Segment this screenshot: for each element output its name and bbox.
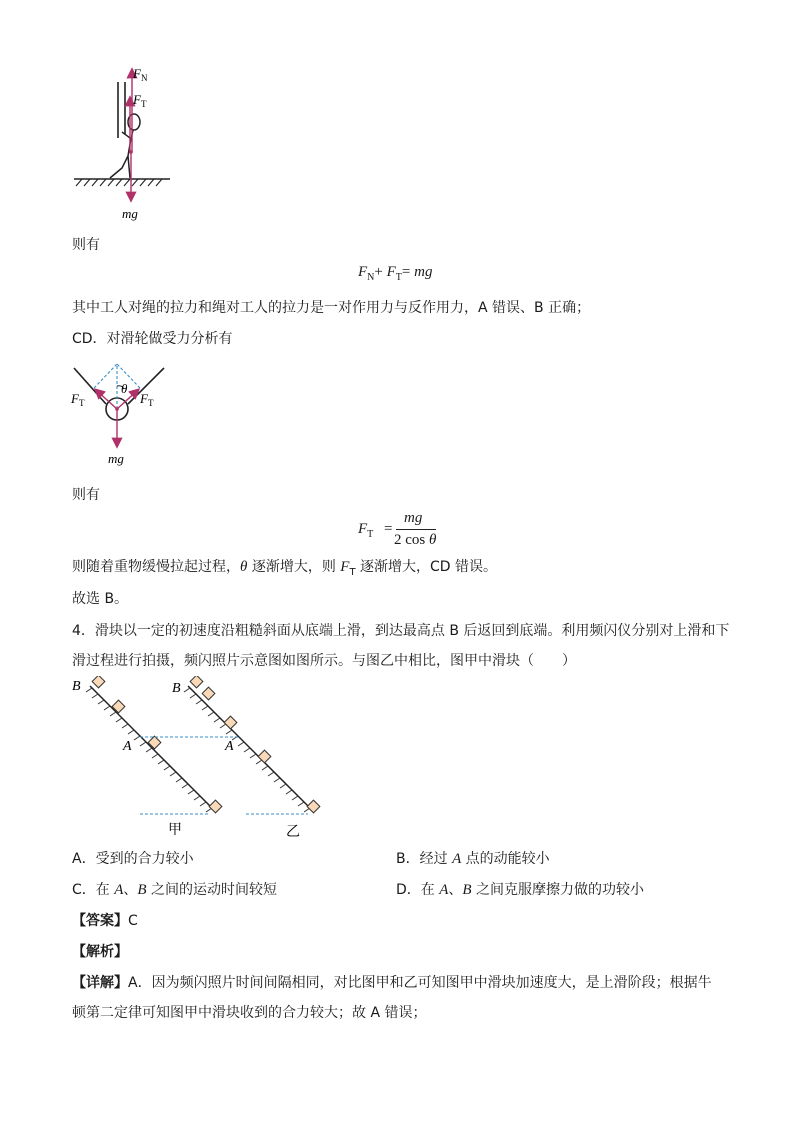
paragraph-3: 故选 B。 — [72, 591, 129, 607]
label-mg-pulley: mg — [108, 451, 124, 466]
paragraph-cd: CD．对滑轮做受力分析有 — [72, 331, 233, 347]
question-4-line1: 4．滑块以一定的初速度沿粗糙斜面从底端上滑，到达最高点 B 后返回到底端。利用频闪仪分别对上滑和下 — [72, 623, 730, 639]
label-theta: θ — [121, 381, 128, 396]
detail-line2: 顿第二定律可知图甲中滑块收到的合力较大；故 A 错误； — [72, 1005, 427, 1021]
slope-left-hatch — [86, 688, 212, 812]
label-fn: $F_N$ — [133, 66, 148, 83]
option-a: A．受到的合力较小 — [72, 851, 194, 867]
answer-line: 【答案】C — [72, 913, 138, 929]
label-a-right: A — [225, 739, 234, 754]
slope-strobe-diagram — [68, 676, 338, 842]
block — [92, 676, 105, 688]
question-4-line2: 滑过程进行拍摄，频闪照片示意图如图所示。与图乙中相比，图甲中滑块（ ） — [72, 653, 576, 669]
analysis-heading: 【解析】 — [72, 944, 128, 960]
option-d: D．在 A、B 之间克服摩擦力做的功较小 — [396, 882, 645, 898]
caption-yi: 乙 — [286, 824, 300, 840]
text-zeyou-1: 则有 — [72, 237, 100, 253]
paragraph-1: 其中工人对绳的拉力和绳对工人的拉力是一对作用力与反作用力，A 错误、B 正确； — [72, 300, 591, 316]
worker-force-diagram — [70, 60, 180, 225]
block — [224, 716, 237, 729]
ground-hatch — [76, 179, 162, 186]
blocks-right — [190, 676, 320, 813]
block — [209, 800, 222, 813]
equation-2: $F_T$ = mg 2 cos θ — [358, 510, 437, 548]
label-b-right: B — [172, 681, 181, 696]
text-zeyou-2: 则有 — [72, 487, 100, 503]
detail-line1: 【详解】A．因为频闪照片时间间隔相同，对比图甲和乙可知图甲中滑块加速度大，是上滑阶段；根据牛 — [72, 975, 712, 991]
label-ft: $F_T$ — [133, 92, 147, 109]
pulley-force-diagram — [66, 356, 176, 468]
label-a-left: A — [123, 739, 132, 754]
equation-1: $F_N+ F_T=$ mg — [358, 264, 433, 283]
slope-right-hatch — [184, 688, 310, 812]
block — [190, 676, 203, 688]
label-ft-left: $F_T$ — [71, 391, 85, 408]
slope-left — [90, 686, 216, 812]
label-mg: mg — [122, 206, 138, 221]
dashed-construction — [94, 364, 140, 409]
option-c: C．在 A、B 之间的运动时间较短 — [72, 882, 278, 898]
blocks-left — [92, 676, 222, 813]
option-b: B．经过 A 点的动能较小 — [396, 851, 550, 867]
paragraph-2: 则随着重物缓慢拉起过程，θ 逐渐增大，则 $F_T$ 逐渐增大，CD 错误。 — [72, 559, 498, 578]
block — [307, 800, 320, 813]
slope-right — [188, 686, 314, 812]
block — [202, 687, 215, 700]
label-b-left: B — [72, 679, 81, 694]
label-ft-right: $F_T$ — [140, 391, 154, 408]
caption-jia: 甲 — [168, 822, 182, 838]
